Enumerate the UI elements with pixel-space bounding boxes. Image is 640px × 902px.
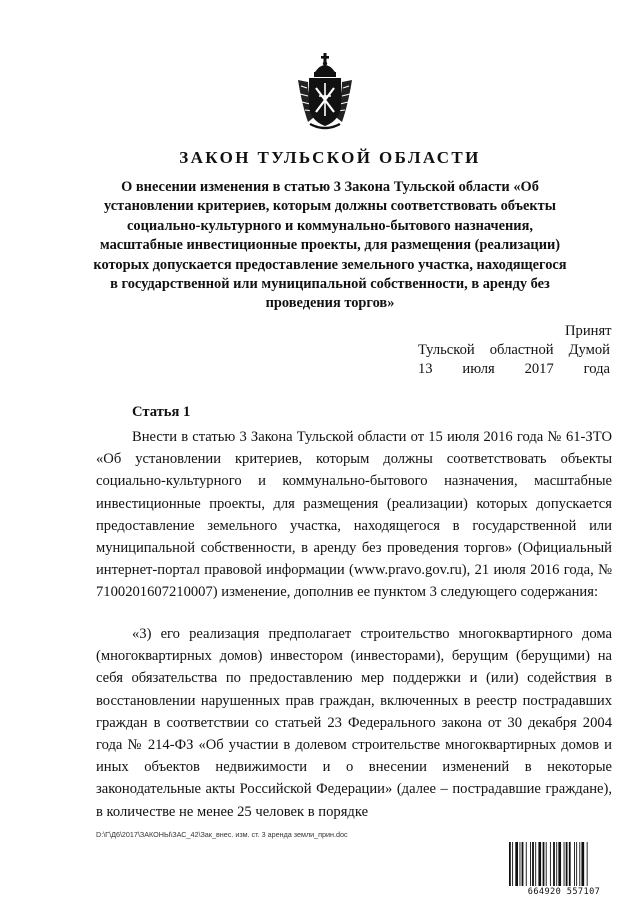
law-subtitle: О внесении изменения в статью 3 Закона Тульской области «Об установлении критериев, которым должны соответствовать объекты социально-культурного и коммунально-бытового назначения, масштабные инвестиционные проекты, для размещения (реализации) которых допускается предоставление земельного участка, находящегося в государственной или муниципальной собственности, в аренду без проведения торгов» [93,179,567,312]
article-paragraph-1 [96,426,612,604]
adopted-line-1: Принят [565,323,612,339]
barcode [508,842,620,900]
coat-of-arms-icon [296,50,354,132]
barcode-icon [508,842,620,886]
file-path: D:\Г\Д6\2017\ЗАКОНЫ\ЗАС_42\Зак_внес. изм. ст. 3 аренда земли_прин.doc [96,830,348,839]
article-paragraph-1-text: Внести в статью 3 Закона Тульской области от 15 июля 2016 года № 61-ЗТО «Об установлении критериев, которым должны соответствовать объекты социально-культурного и коммунально-бытового назначения, масштабные инвестиционные проекты, для размещения (реализации) которых допускается предоставление земельного участка, находящегося в государственной или муниципальной собственности, в аренду без проведения торгов» (Официальный интернет-портал правовой информации (www.pravo.gov.ru), 21 июля 2016 года, № 7100201607210007) изменение, дополнив ее пунктом 3 следующего содержания: [96,429,612,601]
adopted-line-2: Тульской областной Думой [418,342,610,358]
article-paragraph-2-text: «3) его реализация предполагает строительство многоквартирного дома (многоквартирных домов) инвестором (инвесторами), берущим (берущими) на себя обязательства по предоставлению мер поддержки и (или) содействия в восстановлении нарушенных прав граждан, включенных в реестр пострадавших граждан в соответствии со статьей 23 Федерального закона от 30 декабря 2004 года № 214-ФЗ «Об участии в долевом строительстве многоквартирных домов и иных объектов недвижимости и о внесении изменений в некоторые законодательные акты Российской Федерации» (далее – пострадавшие граждане), в количестве не менее 25 человек в порядке [96,626,612,820]
law-title: ЗАКОН ТУЛЬСКОЙ ОБЛАСТИ [179,148,481,167]
article-paragraph-2 [96,623,612,823]
barcode-number: 664920 557107 [527,887,601,897]
article-heading: Статья 1 [132,404,191,420]
adopted-line-3: 13 июля 2017 года [418,361,610,377]
